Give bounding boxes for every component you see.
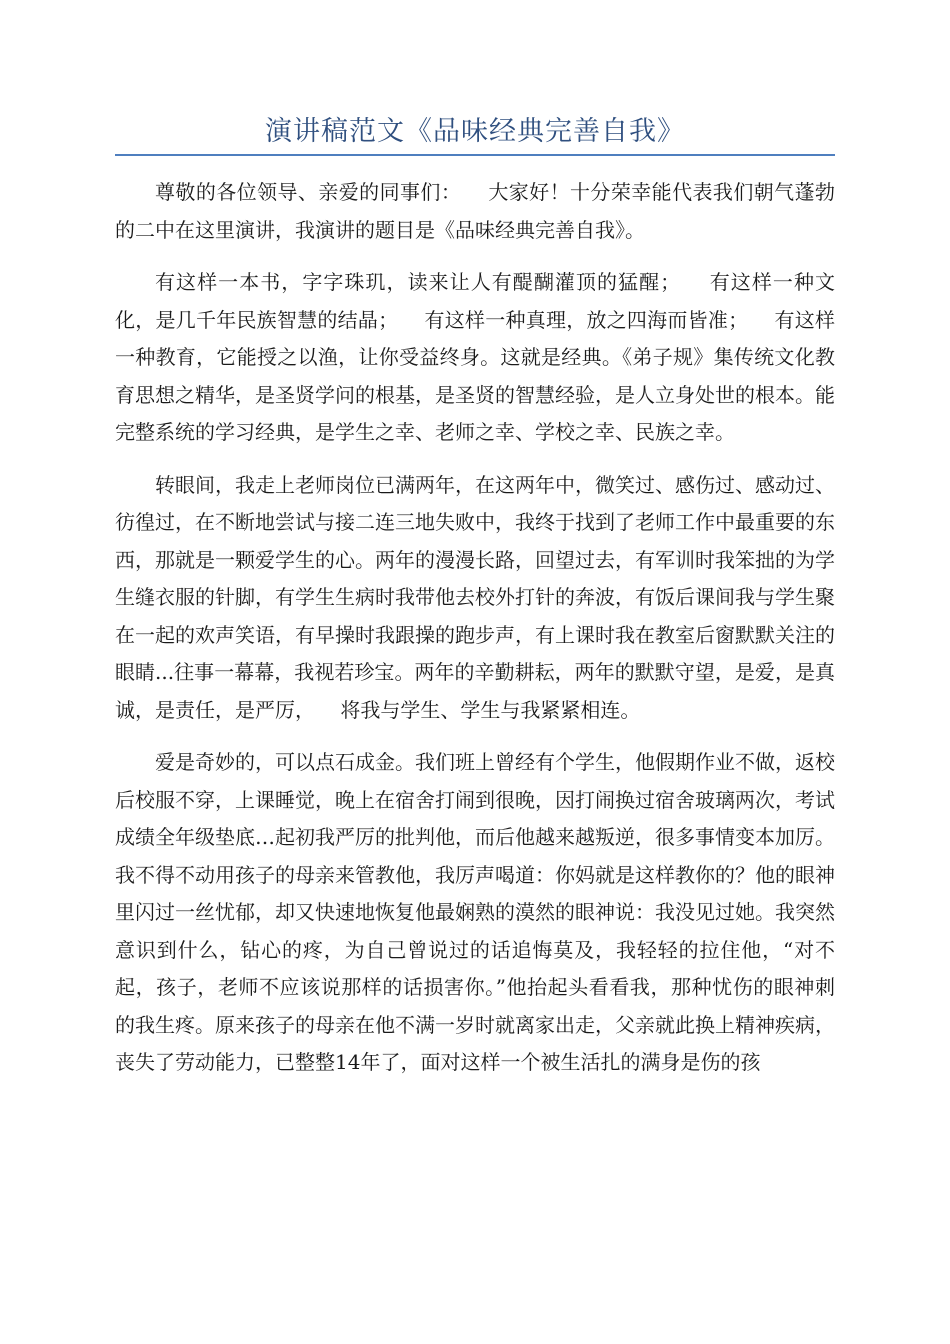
- paragraph-classics: 有这样一本书，字字珠玑，读来让人有醍醐灌顶的猛醒； 有这样一种文化，是几千年民族智慧的结晶； 有这样一种真理，放之四海而皆准； 有这样一种教育，它能授之以渔，让你受益终身。这就是经典。《弟子规》集传统文化教育思想之精华，是圣贤学问的根基，是圣贤的智慧经验，是人立身处世的根本。能完整系统的学习经典，是学生之幸、老师之幸、学校之幸、民族之幸。: [115, 270, 835, 444]
- title-underline: [115, 154, 835, 156]
- document-body: [115, 174, 835, 1097]
- paragraph-two-years: 转眼间，我走上老师岗位已满两年，在这两年中，微笑过、感伤过、感动过、彷徨过，在不断地尝试与接二连三地失败中，我终于找到了老师工作中最重要的东西，那就是一颗爱学生的心。两年的漫漫长路，回望过去，有军训时我笨拙的为学生缝衣服的针脚，有学生生病时我带他去校外打针的奔波，有饭后课间我与学生聚在一起的欢声笑语，有早操时我跟操的跑步声，有上课时我在教室后窗默默关注的眼睛...往事一幕幕，我视若珍宝。两年的辛勤耕耘，两年的默默守望，是爱，是真诚，是责任，是严厉， 将我与学生、学生与我紧紧相连。: [115, 472, 835, 722]
- paragraph-love-story: 爱是奇妙的，可以点石成金。我们班上曾经有个学生，他假期作业不做，返校后校服不穿，上课睡觉，晚上在宿舍打闹到很晚，因打闹换过宿舍玻璃两次，考试成绩全年级垫底…起初我严厉的批判他，而后他越来越叛逆，很多事情变本加厉。我不得不动用孩子的母亲来管教他，我厉声喝道：你妈就是这样教你的？他的眼神里闪过一丝忧郁，却又快速地恢复他最娴熟的漠然的眼神说：我没见过她。我突然意识到什么，钻心的疼，为自己曾说过的话追悔莫及，我轻轻的拉住他，“对不起，孩子，老师不应该说那样的话损害你。”他抬起头看看我，那种忧伤的眼神刺的我生疼。原来孩子的母亲在他不满一岁时就离家出走，父亲就此换上精神疾病，丧失了劳动能力，已整整14年了，面对这样一个被生活扎的满身是伤的孩: [115, 750, 835, 1074]
- document-title: 演讲稿范文《品味经典完善自我》: [265, 116, 685, 147]
- paragraph-greeting: 尊敬的各位领导、亲爱的同事们： 大家好！十分荣幸能代表我们朝气蓬勃的二中在这里演讲，我演讲的题目是《品味经典完善自我》。: [115, 180, 835, 242]
